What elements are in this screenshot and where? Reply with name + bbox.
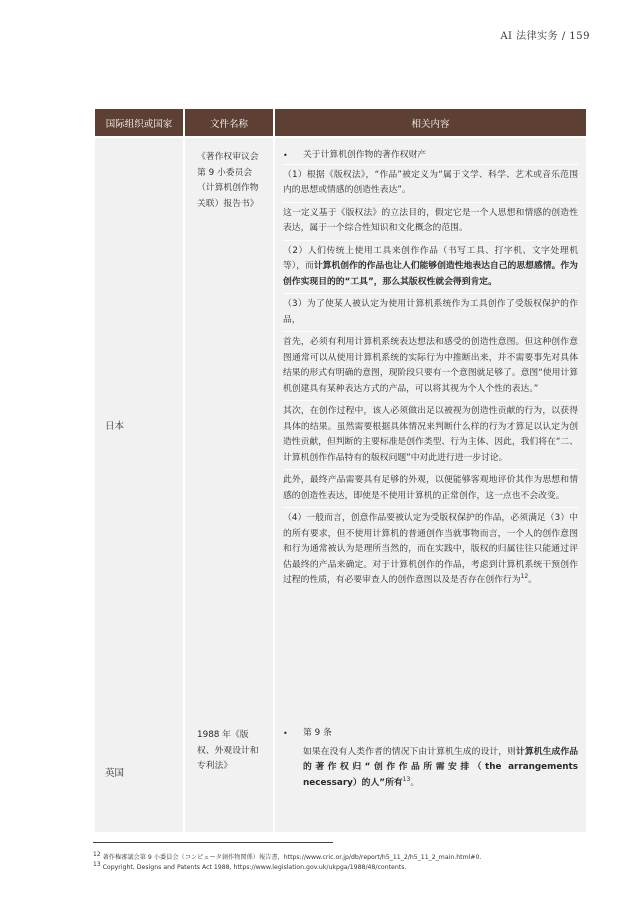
footnote-divider (93, 842, 333, 843)
paragraph (283, 244, 578, 295)
footnote-text: Copyright, Designs and Patents Act 1988, https://www.legislation.gov.uk/ukpga/1988/48/contents. (102, 864, 407, 871)
document-name: 《著作权审议会第 9 小委员会（计算机创作物关联）报告书》 (197, 152, 259, 209)
paragraph-text: （4）一般而言，创意作品要被认定为受版权保护的作品，必须满足（3）中的所有要求，但不使用计算机的普通创作当就事物而言，一个人的创作意图和行为通常被认为是理所当然的，而在实践中，版权的归属往往只能通过评估最终的产品来确定。对于计算机创作的作品，考虑到计算机系统干预创作过程的性质，有必要审查人的创作意图以及是否存在创作行为 (283, 513, 578, 585)
footnote-ref: 12 (520, 573, 529, 581)
paragraph: （1）根据《版权法》，“作品”被定义为“属于文学、科学、艺术或音乐范围内的思想或情感的创造性表达”。 (283, 168, 578, 203)
paragraph-end: 。 (410, 777, 420, 788)
document-cell (185, 138, 273, 716)
bullet-item (283, 148, 578, 165)
country-cell (95, 138, 183, 716)
bullet-icon: • (283, 151, 288, 160)
footnotes (93, 850, 593, 873)
country-name: 英国 (105, 768, 125, 780)
paragraph-bold-text: 计算机创作的作品也让人们能够创造性地表达自己的思想感情。作为创作实现目的的“工具”，那么其版权性就会得到肯定。 (283, 261, 578, 287)
paragraph: 首先，必须有利用计算机系统表达想法和感受的创造性意图。但这种创作意图通常可以从使用计算机系统的实际行为中推断出来，并不需要事先对具体结果的形式有明确的意图，现阶段只要有一个意图就足够了。意图“使用计算机创建具有某种表达方式的产品，可以将其视为个人个性的表达。” (283, 335, 578, 401)
paragraph: 其次，在创作过程中，该人必须做出足以被视为创造性贡献的行为，以获得具体的结果。虽然需要根据具体情况来判断什么样的行为才算足以认定为创造性贡献，但判断的主要标准是创作类型、行为主体、因此，我们将在“二、计算机创作作品特有的版权问题”中对此进行进一步讨论。 (283, 404, 578, 470)
paragraph-text: （2）人们传统上使用工具来创作作品（书写工具、打字机、文字处理机等），而 (283, 245, 578, 271)
running-header: AI 法律实务 / 159 (500, 31, 590, 42)
content-cell (275, 716, 586, 832)
table-header-row (95, 109, 586, 138)
footnote-text: 著作権審議会第 9 小委員会（コンピュータ創作物関係）報告書，https://www.cric.or.jp/db/report/h5_11_2/h5_11_2_main.html#0. (102, 854, 482, 861)
comparison-table (93, 109, 588, 832)
bullet-text: 关于计算机创作物的著作权财产 (303, 150, 427, 160)
table-row (95, 138, 586, 716)
paragraph: 此外，最终产品需要具有足够的外观，以便能够客观地评价其作为思想和情感的创造性表达，即使是不使用计算机的正常创作，这一点也不会改变。 (283, 473, 578, 508)
column-header-document: 文件名称 (185, 109, 273, 138)
paragraph: 这一定义基于《版权法》的立法目的，假定它是一个人思想和情感的创造性表达，属于一个综合性知识和文化概念的范围。 (283, 206, 578, 241)
paragraph-text: 如果在没有人类作者的情况下由计算机生成的设计，则 (303, 746, 516, 757)
footnote-number: 12 (93, 850, 101, 858)
paragraph: （3）为了使某人被认定为使用计算机系统作为工具创作了受版权保护的作品， (283, 297, 578, 332)
country-name: 日本 (105, 421, 125, 433)
column-header-content: 相关内容 (275, 109, 586, 138)
paragraph-end: 。 (528, 575, 537, 585)
document-name: 1988 年《版权、外观设计和专利法》 (197, 730, 259, 771)
footnote-12 (93, 850, 593, 863)
bullet-icon: • (283, 729, 288, 738)
footnote-number: 13 (93, 860, 101, 868)
footnote-ref: 13 (402, 775, 411, 783)
paragraph-bold-text: 计算机生成作品的著作权归“创作作品所需安排（the arrangements necessary）的人”所有 (303, 746, 578, 788)
document-cell (185, 716, 273, 832)
paragraph (283, 745, 578, 795)
paragraph (283, 511, 578, 592)
country-cell (95, 716, 183, 832)
content-cell (275, 138, 586, 716)
column-header-country: 国际组织或国家 (95, 109, 183, 138)
table-row (95, 716, 586, 832)
bullet-item (283, 726, 578, 742)
footnote-13 (93, 860, 593, 873)
bullet-text: 第 9 条 (303, 728, 332, 738)
